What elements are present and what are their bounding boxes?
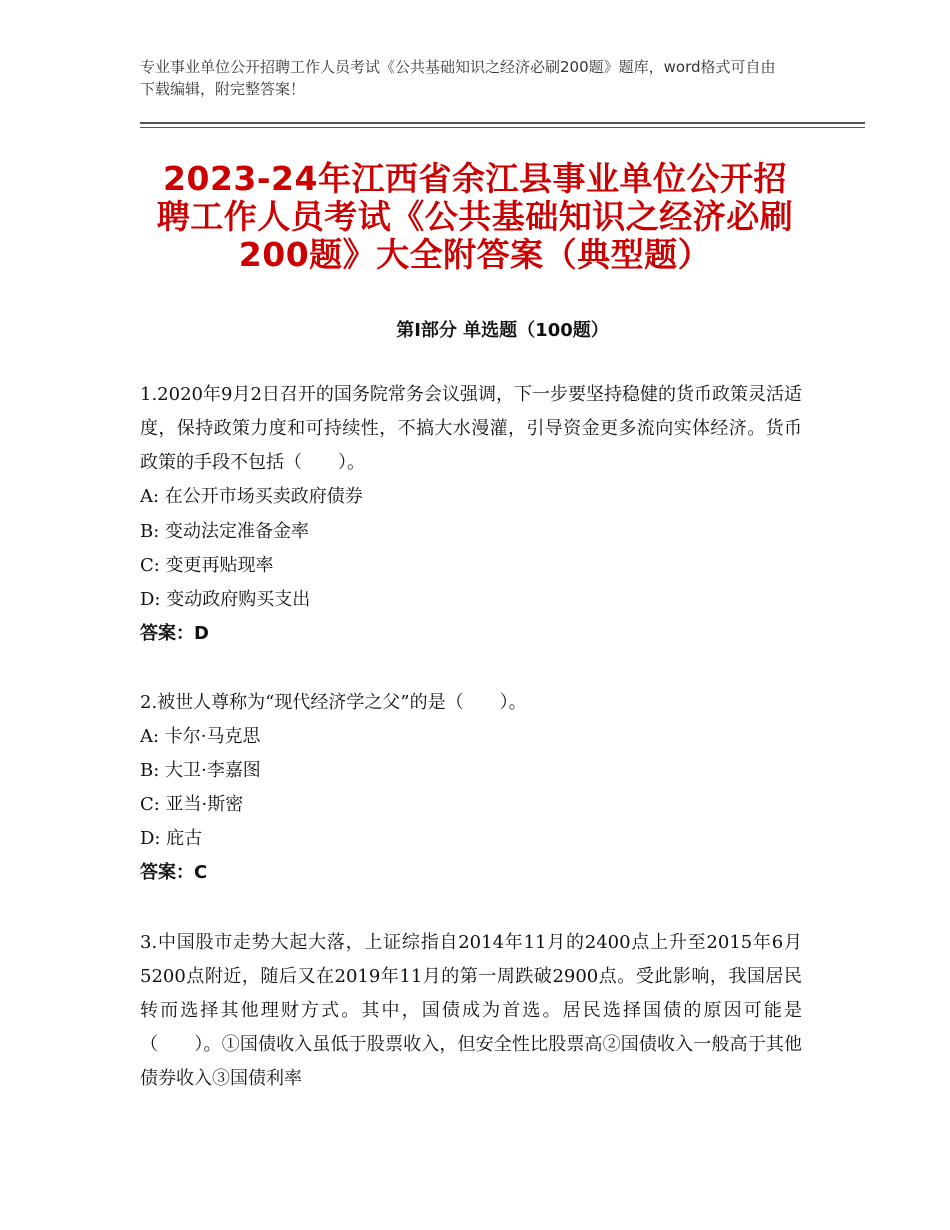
question-1-option-c: C: 变更再贴现率 xyxy=(140,555,274,576)
question-2-option-d: D: 庇古 xyxy=(140,828,203,849)
question-2-answer: 答案：C xyxy=(140,862,208,883)
question-2-option-a: A: 卡尔·马克思 xyxy=(140,726,261,747)
question-1-answer: 答案：D xyxy=(140,623,209,644)
question-2-option-c: C: 亚当·斯密 xyxy=(140,794,244,815)
question-2-stem: 2.被世人尊称为“现代经济学之父”的是（ ）。 xyxy=(140,692,527,713)
question-1-option-d: D: 变动政府购买支出 xyxy=(140,589,311,610)
section-title: 第Ⅰ部分 单选题（100题） xyxy=(396,320,609,341)
question-1-option-b: B: 变动法定准备金率 xyxy=(140,521,310,542)
document-header-note: 专业事业单位公开招聘工作人员考试《公共基础知识之经济必刷200题》题库，word格式可自由下载编辑，附完整答案！ xyxy=(140,58,776,98)
document-title: 2023-24年江西省余江县事业单位公开招聘工作人员考试《公共基础知识之经济必刷200题》大全附答案（典型题） xyxy=(156,159,794,274)
header-divider-thin xyxy=(140,127,865,128)
question-1-stem: 1.2020年9月2日召开的国务院常务会议强调，下一步要坚持稳健的货币政策灵活适度，保持政策力度和可持续性，不搞大水漫灌，引导资金更多流向实体经济。货币政策的手段不包括（ ）。 xyxy=(140,384,802,473)
header-divider-thick xyxy=(140,122,865,124)
question-3-stem: 3.中国股市走势大起大落，上证综指自2014年11月的2400点上升至2015年6月5200点附近，随后又在2019年11月的第一周跌破2900点。受此影响，我国居民转而选择其他理财方式。其中，国债成为首选。居民选择国债的原因可能是（ ）。①国债收入虽低于股票收入，但安全性比股票高②国债收入一般高于其他债券收入③国债利率 xyxy=(140,932,802,1089)
question-1-option-a: A: 在公开市场买卖政府债券 xyxy=(140,486,363,507)
question-2-option-b: B: 大卫·李嘉图 xyxy=(140,760,261,781)
